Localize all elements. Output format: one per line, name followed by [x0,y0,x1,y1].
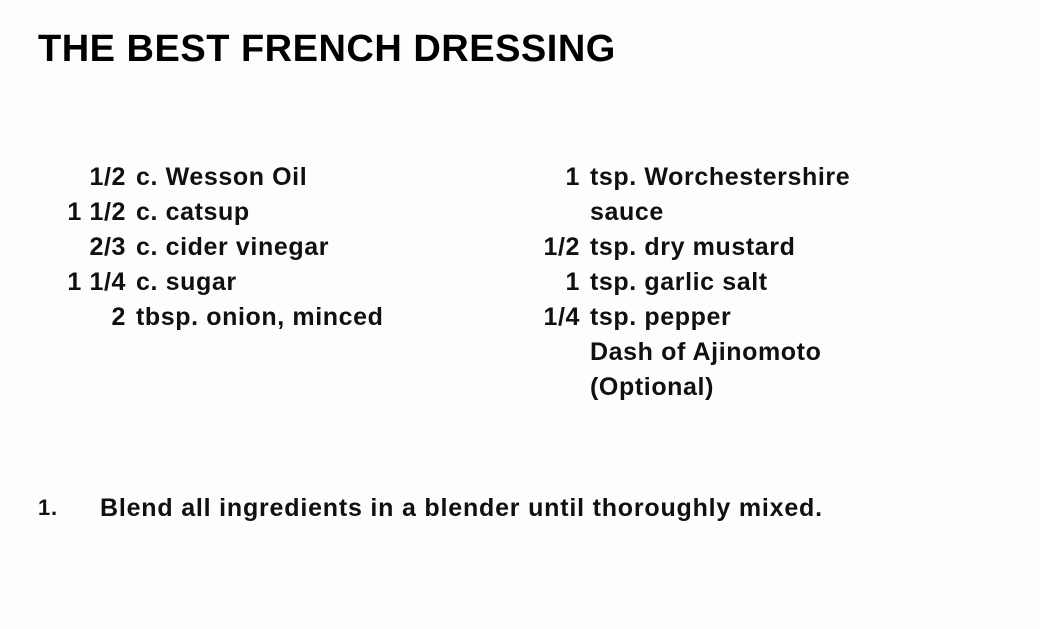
ingredient-row-continuation [508,195,978,230]
ingredient-item: c. cider vinegar [136,233,330,261]
ingredient-amount: 1 [565,268,580,296]
ingredient-item: (Optional) [590,373,715,401]
ingredient-item: tbsp. onion, minced [136,303,384,331]
ingredient-row [508,335,978,370]
ingredient-amount: 1/2 [543,233,580,261]
step-number: 1. [38,495,58,520]
ingredients-column-left [38,160,508,335]
page-title: THE BEST FRENCH DRESSING [38,28,616,70]
ingredient-row [38,195,508,230]
ingredients-section [38,160,998,405]
ingredient-amount: 2/3 [89,233,126,261]
ingredient-amount: 1 [565,163,580,191]
ingredient-item: Dash of Ajinomoto [590,338,822,366]
ingredient-amount: 1/2 [89,163,126,191]
ingredient-row [508,230,978,265]
ingredients-column-right [508,160,978,405]
instruction-step [38,490,1013,526]
ingredient-row [38,230,508,265]
ingredient-row [508,265,978,300]
ingredient-amount: 1/4 [543,303,580,331]
ingredient-amount: 1 1/4 [67,268,126,296]
ingredient-row [508,300,978,335]
ingredient-item: sauce [590,198,664,226]
ingredient-item: tsp. garlic salt [590,268,768,296]
ingredient-row [38,300,508,335]
step-text: Blend all ingredients in a blender until thoroughly mixed. [100,494,823,522]
ingredient-item: tsp. pepper [590,303,732,331]
ingredient-amount: 1 1/2 [67,198,126,226]
instructions-section [38,490,1013,526]
ingredient-item: c. catsup [136,198,250,226]
ingredient-row [38,160,508,195]
ingredient-row [38,265,508,300]
ingredient-item: tsp. dry mustard [590,233,796,261]
ingredient-row [508,160,978,195]
ingredient-amount: 2 [111,303,126,331]
ingredient-item: c. sugar [136,268,237,296]
ingredient-row-note [508,370,978,405]
ingredient-item: c. Wesson Oil [136,163,308,191]
ingredient-item: tsp. Worchestershire [590,163,851,191]
